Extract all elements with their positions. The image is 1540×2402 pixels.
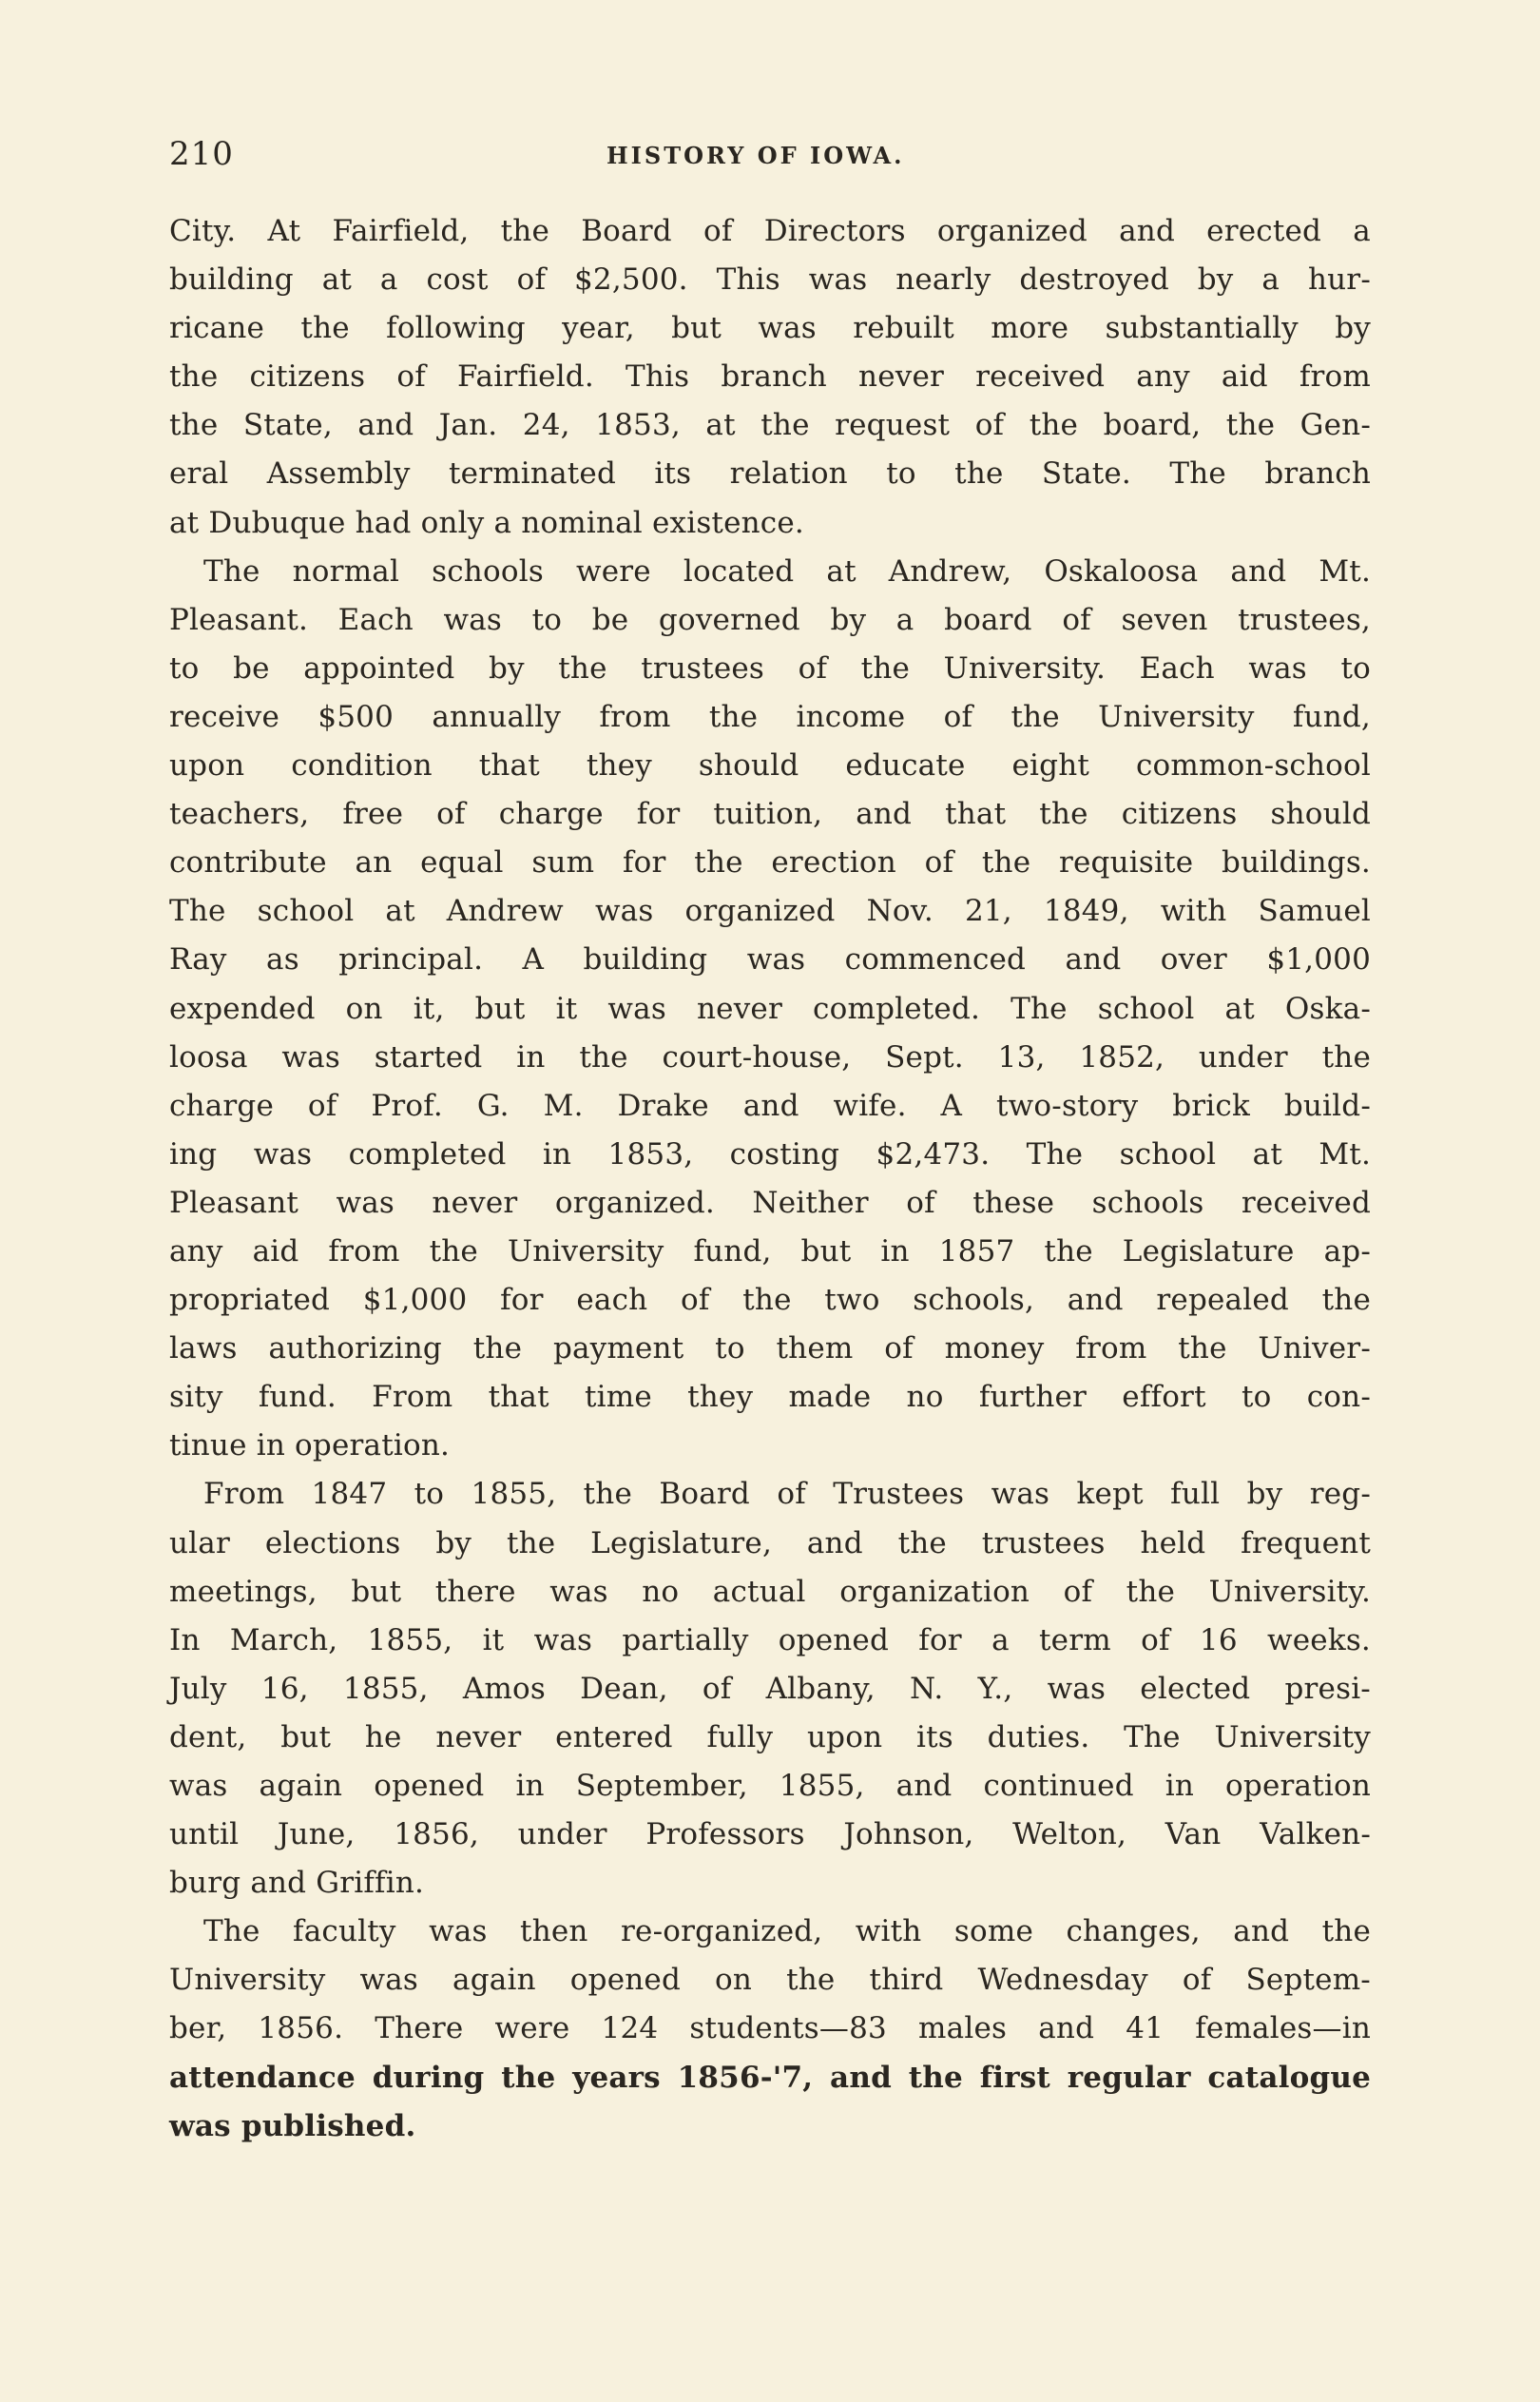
text-line: at Dubuque had only a nominal existence. bbox=[169, 505, 804, 540]
text-line: upon condition that they should educate eight common-school bbox=[169, 748, 1371, 784]
text-line: ing was completed in 1853, costing $2,473. The school at Mt. bbox=[169, 1136, 1371, 1172]
text-line: was again opened in September, 1855, and continued in operation bbox=[169, 1769, 1371, 1803]
text-line: burg and Griffin. bbox=[169, 1866, 425, 1901]
text-line: attendance during the years 1856-'7, and the first regular catalogue bbox=[169, 2060, 1371, 2095]
text-line: to be appointed by the trustees of the University. Each was to bbox=[169, 650, 1371, 686]
text-line: University was again opened on the third Wednesday of Septem- bbox=[169, 1963, 1371, 1998]
text-line: eral Assembly terminated its relation to the State. The branch bbox=[169, 456, 1371, 492]
text-line: The normal schools were located at Andrew, Oskaloosa and Mt. bbox=[203, 553, 1371, 589]
text-line: receive $500 annually from the income of the University fund, bbox=[169, 699, 1371, 734]
text-line: The school at Andrew was organized Nov. 21, 1849, with Samuel bbox=[169, 894, 1371, 929]
text-line: the State, and Jan. 24, 1853, at the request of the board, the Gen- bbox=[169, 408, 1371, 443]
text-line: loosa was started in the court-house, Sept. 13, 1852, under the bbox=[169, 1039, 1371, 1075]
text-line: City. At Fairfield, the Board of Directors organized and erected a bbox=[169, 214, 1371, 248]
text-line: Pleasant. Each was to be governed by a board of seven trustees, bbox=[169, 602, 1371, 637]
text-line: tinue in operation. bbox=[169, 1428, 451, 1463]
text-line: building at a cost of $2,500. This was nearly destroyed by a hur- bbox=[169, 262, 1371, 298]
text-line: sity fund. From that time they made no further effort to con- bbox=[169, 1380, 1371, 1415]
body-text bbox=[169, 207, 1371, 2151]
text-line: was published. bbox=[169, 2108, 416, 2143]
text-line: The faculty was then re-organized, with some changes, and the bbox=[203, 1914, 1371, 1949]
text-line: Pleasant was never organized. Neither of these schools received bbox=[169, 1185, 1371, 1220]
text-line: In March, 1855, it was partially opened for a term of 16 weeks. bbox=[169, 1622, 1371, 1657]
text-line: Ray as principal. A building was commenced and over $1,000 bbox=[169, 942, 1371, 978]
running-head bbox=[169, 135, 1369, 173]
page-number: 210 bbox=[169, 135, 234, 173]
text-line: until June, 1856, under Professors Johnson, Welton, Van Valken- bbox=[169, 1817, 1371, 1852]
text-line: teachers, free of charge for tuition, and that the citizens should bbox=[169, 797, 1371, 832]
text-line: any aid from the University fund, but in 1857 the Legislature ap- bbox=[169, 1233, 1371, 1269]
text-line: ricane the following year, but was rebuilt more substantially by bbox=[169, 311, 1371, 346]
text-line: the citizens of Fairfield. This branch never received any aid from bbox=[169, 359, 1371, 395]
text-line: laws authorizing the payment to them of money from the Univer- bbox=[169, 1331, 1371, 1366]
text-line: ular elections by the Legislature, and the trustees held frequent bbox=[169, 1525, 1371, 1560]
text-line: dent, but he never entered fully upon its duties. The University bbox=[169, 1719, 1371, 1754]
text-line: contribute an equal sum for the erection of the requisite buildings. bbox=[169, 845, 1371, 881]
text-line: From 1847 to 1855, the Board of Trustees was kept full by reg- bbox=[203, 1477, 1371, 1512]
text-line: July 16, 1855, Amos Dean, of Albany, N. Y., was elected presi- bbox=[169, 1671, 1371, 1706]
text-line: charge of Prof. G. M. Drake and wife. A two-story brick build- bbox=[169, 1088, 1371, 1123]
text-line: ber, 1856. There were 124 students—83 males and 41 females—in bbox=[169, 2011, 1371, 2046]
text-line: propriated $1,000 for each of the two schools, and repealed the bbox=[169, 1283, 1371, 1318]
text-line: meetings, but there was no actual organization of the University. bbox=[169, 1574, 1371, 1609]
running-title: HISTORY OF IOWA. bbox=[606, 142, 905, 169]
text-line: expended on it, but it was never completed. The school at Oska- bbox=[169, 991, 1371, 1026]
